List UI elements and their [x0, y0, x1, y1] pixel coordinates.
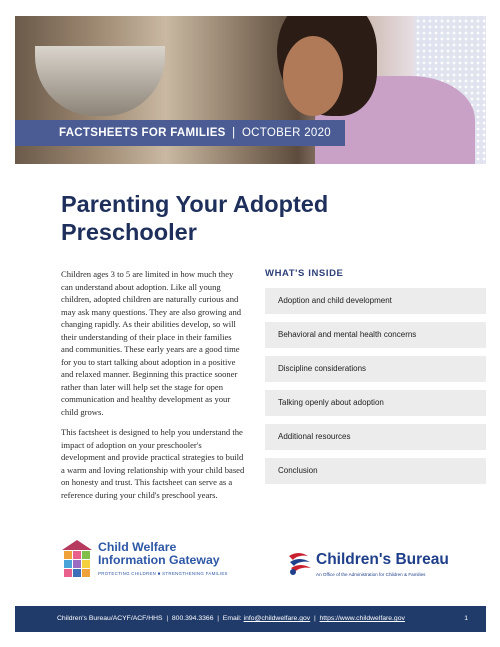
flag-swoosh-icon — [286, 550, 314, 578]
series-date: OCTOBER 2020 — [241, 127, 331, 139]
footer-email-label: Email: — [222, 615, 242, 622]
page-number: 1 — [464, 615, 468, 622]
series-label: FACTSHEETS FOR FAMILIES — [59, 127, 226, 139]
toc-item-development[interactable]: Adoption and child development — [265, 288, 486, 314]
gateway-name-line-1: Child Welfare — [98, 540, 177, 554]
gateway-tagline: PROTECTING CHILDREN ■ STRENGTHENING FAMILIES — [98, 571, 228, 576]
footer-sep-3: | — [313, 615, 316, 622]
footer-sep-1: | — [166, 615, 169, 622]
cb-name: Children's Bureau — [316, 551, 449, 568]
childrens-bureau-logo[interactable] — [286, 550, 466, 584]
footer-url-link[interactable]: https://www.childwelfare.gov — [319, 615, 405, 622]
intro-paragraph-2: This factsheet is designed to help you understand the impact of adoption on your preschooler's development and provide practical strategies to build a warm and loving relationship with your child based on honesty and trust. This factsheet can serve as a reference during your child's preschool years. — [61, 427, 245, 500]
toc-item-talking[interactable]: Talking openly about adoption — [265, 390, 486, 416]
page-title — [61, 190, 461, 246]
title-line-2: Preschooler — [61, 219, 197, 245]
footer-sep-2: | — [217, 615, 220, 622]
banner-separator: | — [232, 127, 236, 139]
series-banner — [15, 120, 345, 146]
house-icon — [60, 540, 96, 582]
toc-item-resources[interactable]: Additional resources — [265, 424, 486, 450]
gateway-logo[interactable] — [60, 540, 230, 582]
toc-item-conclusion[interactable]: Conclusion — [265, 458, 486, 484]
gateway-name — [98, 541, 220, 567]
intro-paragraph-1: Children ages 3 to 5 are limited in how much they can understand about adoption. Like all young children, adopted children are naturally curious and may ask many questions. They are also growing and changing rapidly. As their abilities develop, so will their understanding of their place in their families and communities. These early years are a good time for you to start talking about adoption in a positive and relaxed manner. Beginning this practice sooner rather than later will help set the stage for open communication and healthy development as your child grows. — [61, 269, 242, 417]
intro-text — [61, 268, 246, 509]
footer-org: Children's Bureau/ACYF/ACF/HHS — [57, 615, 163, 622]
footer-bar — [15, 606, 486, 632]
child-face — [283, 36, 343, 116]
bowl-illustration — [35, 46, 165, 116]
toc-item-discipline[interactable]: Discipline considerations — [265, 356, 486, 382]
toc-item-behavioral[interactable]: Behavioral and mental health concerns — [265, 322, 486, 348]
cb-tagline: An Office of the Administration for Children & Families — [316, 572, 426, 577]
footer-email-link[interactable]: info@childwelfare.gov — [243, 615, 311, 622]
title-line-1: Parenting Your Adopted — [61, 191, 329, 217]
whats-inside-heading: WHAT'S INSIDE — [265, 268, 344, 279]
gateway-name-line-2: Information Gateway — [98, 553, 220, 567]
whats-inside-list — [265, 288, 486, 492]
footer-phone: 800.394.3366 — [171, 615, 214, 622]
